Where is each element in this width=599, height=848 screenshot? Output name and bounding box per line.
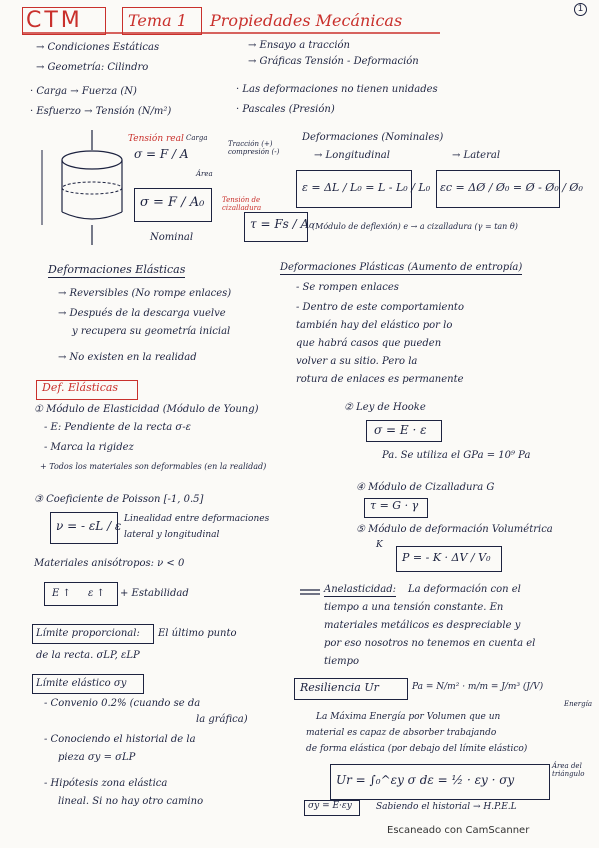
limite-e3: - Hipótesis zona elástica xyxy=(44,778,168,789)
intro-line2-right: → Gráficas Tensión - Deformación xyxy=(248,56,419,67)
limite-proporcional-text2: de la recta. σLP, εLP xyxy=(36,650,140,661)
modulo-elasticidad: ① Módulo de Elasticidad (Módulo de Young) xyxy=(34,404,259,415)
carga-label: Carga xyxy=(186,134,208,142)
volumetrica-formula: P = - K · ΔV / V₀ xyxy=(402,551,491,564)
intro-line1-right: → Ensayo a tracción xyxy=(248,40,351,51)
resiliencia-units: Pa = N/m² · m/m = J/m³ (J/V) xyxy=(412,682,544,692)
deformaciones-title: Deformaciones (Nominales) xyxy=(302,132,444,143)
anelasticidad-title: Anelasticidad: xyxy=(324,584,397,595)
eps-formula: ε = ΔL / L₀ = L - L₀ / L₀ xyxy=(302,181,431,194)
deformacion-longitudinal: → Longitudinal xyxy=(314,150,390,161)
cylinder-top xyxy=(62,151,122,169)
anelasticidad-t2: tiempo a una tensión constante. En xyxy=(324,602,504,613)
page-title: Propiedades Mecánicas xyxy=(210,11,403,30)
nominal-label: Nominal xyxy=(150,232,194,243)
cizalla-formula: τ = Fs / A₀ xyxy=(250,217,314,231)
estabilidad-c: + Estabilidad xyxy=(120,588,189,599)
elasticas-b1: → Reversibles (No rompe enlaces) xyxy=(58,288,232,299)
epsc-formula: εc = ΔØ / Ø₀ = Ø - Ø₀ / Ø₀ xyxy=(440,181,583,194)
hooke-title: ② Ley de Hooke xyxy=(344,402,426,413)
cizalladura-title: ④ Módulo de Cizalladura G xyxy=(356,482,495,493)
modulo-m1: - E: Pendiente de la recta σ-ε xyxy=(44,422,191,433)
def-elasticas-title: Def. Elásticas xyxy=(42,381,119,394)
elasticas-b2b: y recupera su geometría inicial xyxy=(72,326,231,337)
elasticas-b2: → Después de la descarga vuelve xyxy=(58,308,226,319)
resiliencia-t2: material es capaz de absorber trabajando xyxy=(306,728,497,738)
resiliencia-footer-note: Sabiendo el historial → H.P.E.L xyxy=(376,802,517,812)
intro-line4-left: · Esfuerzo → Tensión (N/m²) xyxy=(30,106,172,117)
plasticas-b2d: volver a su sitio. Pero la xyxy=(296,356,418,367)
intro-line4-right: · Pascales (Presión) xyxy=(236,104,335,115)
modulo-m3: + Todos los materiales son deformables (en la realidad) xyxy=(40,462,267,471)
tema-box xyxy=(122,7,202,35)
tension-tipo: Tracción (+) compresión (-) xyxy=(228,140,280,157)
limite-proporcional-text: El último punto xyxy=(158,628,237,639)
intro-line3-right: · Las deformaciones no tienen unidades xyxy=(236,84,438,95)
area-label: Área xyxy=(196,170,213,178)
small-formula: σy = E·εy xyxy=(308,801,352,811)
poisson-note1: Linealidad entre deformaciones xyxy=(124,514,270,524)
resiliencia-energia: Energía xyxy=(564,700,592,708)
tension-formula: σ = F / A xyxy=(134,147,189,161)
intro-line3-left: · Carga → Fuerza (N) xyxy=(30,86,137,97)
estabilidad-a: E ↑ xyxy=(52,588,71,599)
volumetrica-k: K xyxy=(376,540,383,550)
plasticas-b2c: que habrá casos que pueden xyxy=(296,338,442,349)
elasticas-title: Deformaciones Elásticas xyxy=(48,263,186,276)
resiliencia-t1: La Máxima Energía por Volumen que un xyxy=(316,712,501,722)
poisson-note2: lateral y longitudinal xyxy=(124,530,220,540)
nominal-formula: σ = F / A₀ xyxy=(140,195,205,210)
tema-label: Tema 1 xyxy=(128,11,187,30)
cizalladura-formula: τ = G · γ xyxy=(370,499,419,512)
deformacion-lateral: → Lateral xyxy=(452,150,501,161)
resiliencia-area-note: Área del triángulo xyxy=(552,762,585,779)
limite-e2: - Conociendo el historial de la xyxy=(44,734,196,745)
anelasticidad-t1: La deformación con el xyxy=(408,584,521,595)
limite-e2b: pieza σy = σLP xyxy=(58,752,136,763)
plasticas-title: Deformaciones Plásticas (Aumento de entropía) xyxy=(280,262,523,273)
poisson-formula: ν = - εL / ε xyxy=(56,519,122,533)
anelasticidad-t3: materiales metálicos es despreciable y xyxy=(324,620,521,631)
cizalla-label: Tensión de cizalladura xyxy=(222,196,262,213)
scanner-watermark: Escaneado con CamScanner xyxy=(387,825,530,836)
resiliencia-t3: de forma elástica (por debajo del límite elástico) xyxy=(306,744,528,754)
cizalla-note: (Módulo de deflexión) e → a cizalladura (γ = tan θ) xyxy=(312,222,518,231)
modulo-m2: - Marca la rigidez xyxy=(44,442,134,453)
page-number: 1 xyxy=(574,3,587,16)
elasticas-b3: → No existen en la realidad xyxy=(58,352,197,363)
limite-e3b: lineal. Si no hay otro camino xyxy=(58,796,204,807)
limite-proporcional: Límite proporcional: xyxy=(36,628,140,639)
limite-elastico: Límite elástico σy xyxy=(36,678,127,689)
plasticas-b2: - Dentro de este comportamiento xyxy=(296,302,464,313)
plasticas-b1: - Se rompen enlaces xyxy=(296,282,399,293)
resiliencia-title: Resiliencia Ur xyxy=(300,681,379,694)
estabilidad-b: ε ↑ xyxy=(88,588,105,599)
course-box xyxy=(22,7,106,35)
plasticas-b2e: rotura de enlaces es permanente xyxy=(296,374,464,385)
intro-line1-left: → Condiciones Estáticas xyxy=(36,42,160,53)
hooke-formula: σ = E · ε xyxy=(374,423,427,437)
resiliencia-formula: Ur = ∫₀^εy σ dε = ½ · εy · σy xyxy=(336,773,515,787)
poisson-title: ③ Coeficiente de Poisson [-1, 0.5] xyxy=(34,494,204,505)
tension-real-label: Tensión real xyxy=(128,134,184,144)
plasticas-b2b: también hay del elástico por lo xyxy=(296,320,453,331)
limite-e1b: la gráfica) xyxy=(196,714,248,725)
course-code: CTM xyxy=(26,8,83,33)
limite-e1: - Convenio 0.2% (cuando se da xyxy=(44,698,201,709)
volumetrica-title: ⑤ Módulo de deformación Volumétrica xyxy=(356,524,553,535)
anelasticidad-t5: tiempo xyxy=(324,656,360,667)
intro-line2-left: → Geometría: Cilindro xyxy=(36,62,149,73)
hooke-note: Pa. Se utiliza el GPa = 10⁹ Pa xyxy=(382,450,531,461)
anisotropos-note: Materiales anisótropos: ν < 0 xyxy=(34,558,185,569)
anelasticidad-t4: por eso nosotros no tenemos en cuenta el xyxy=(324,638,536,649)
